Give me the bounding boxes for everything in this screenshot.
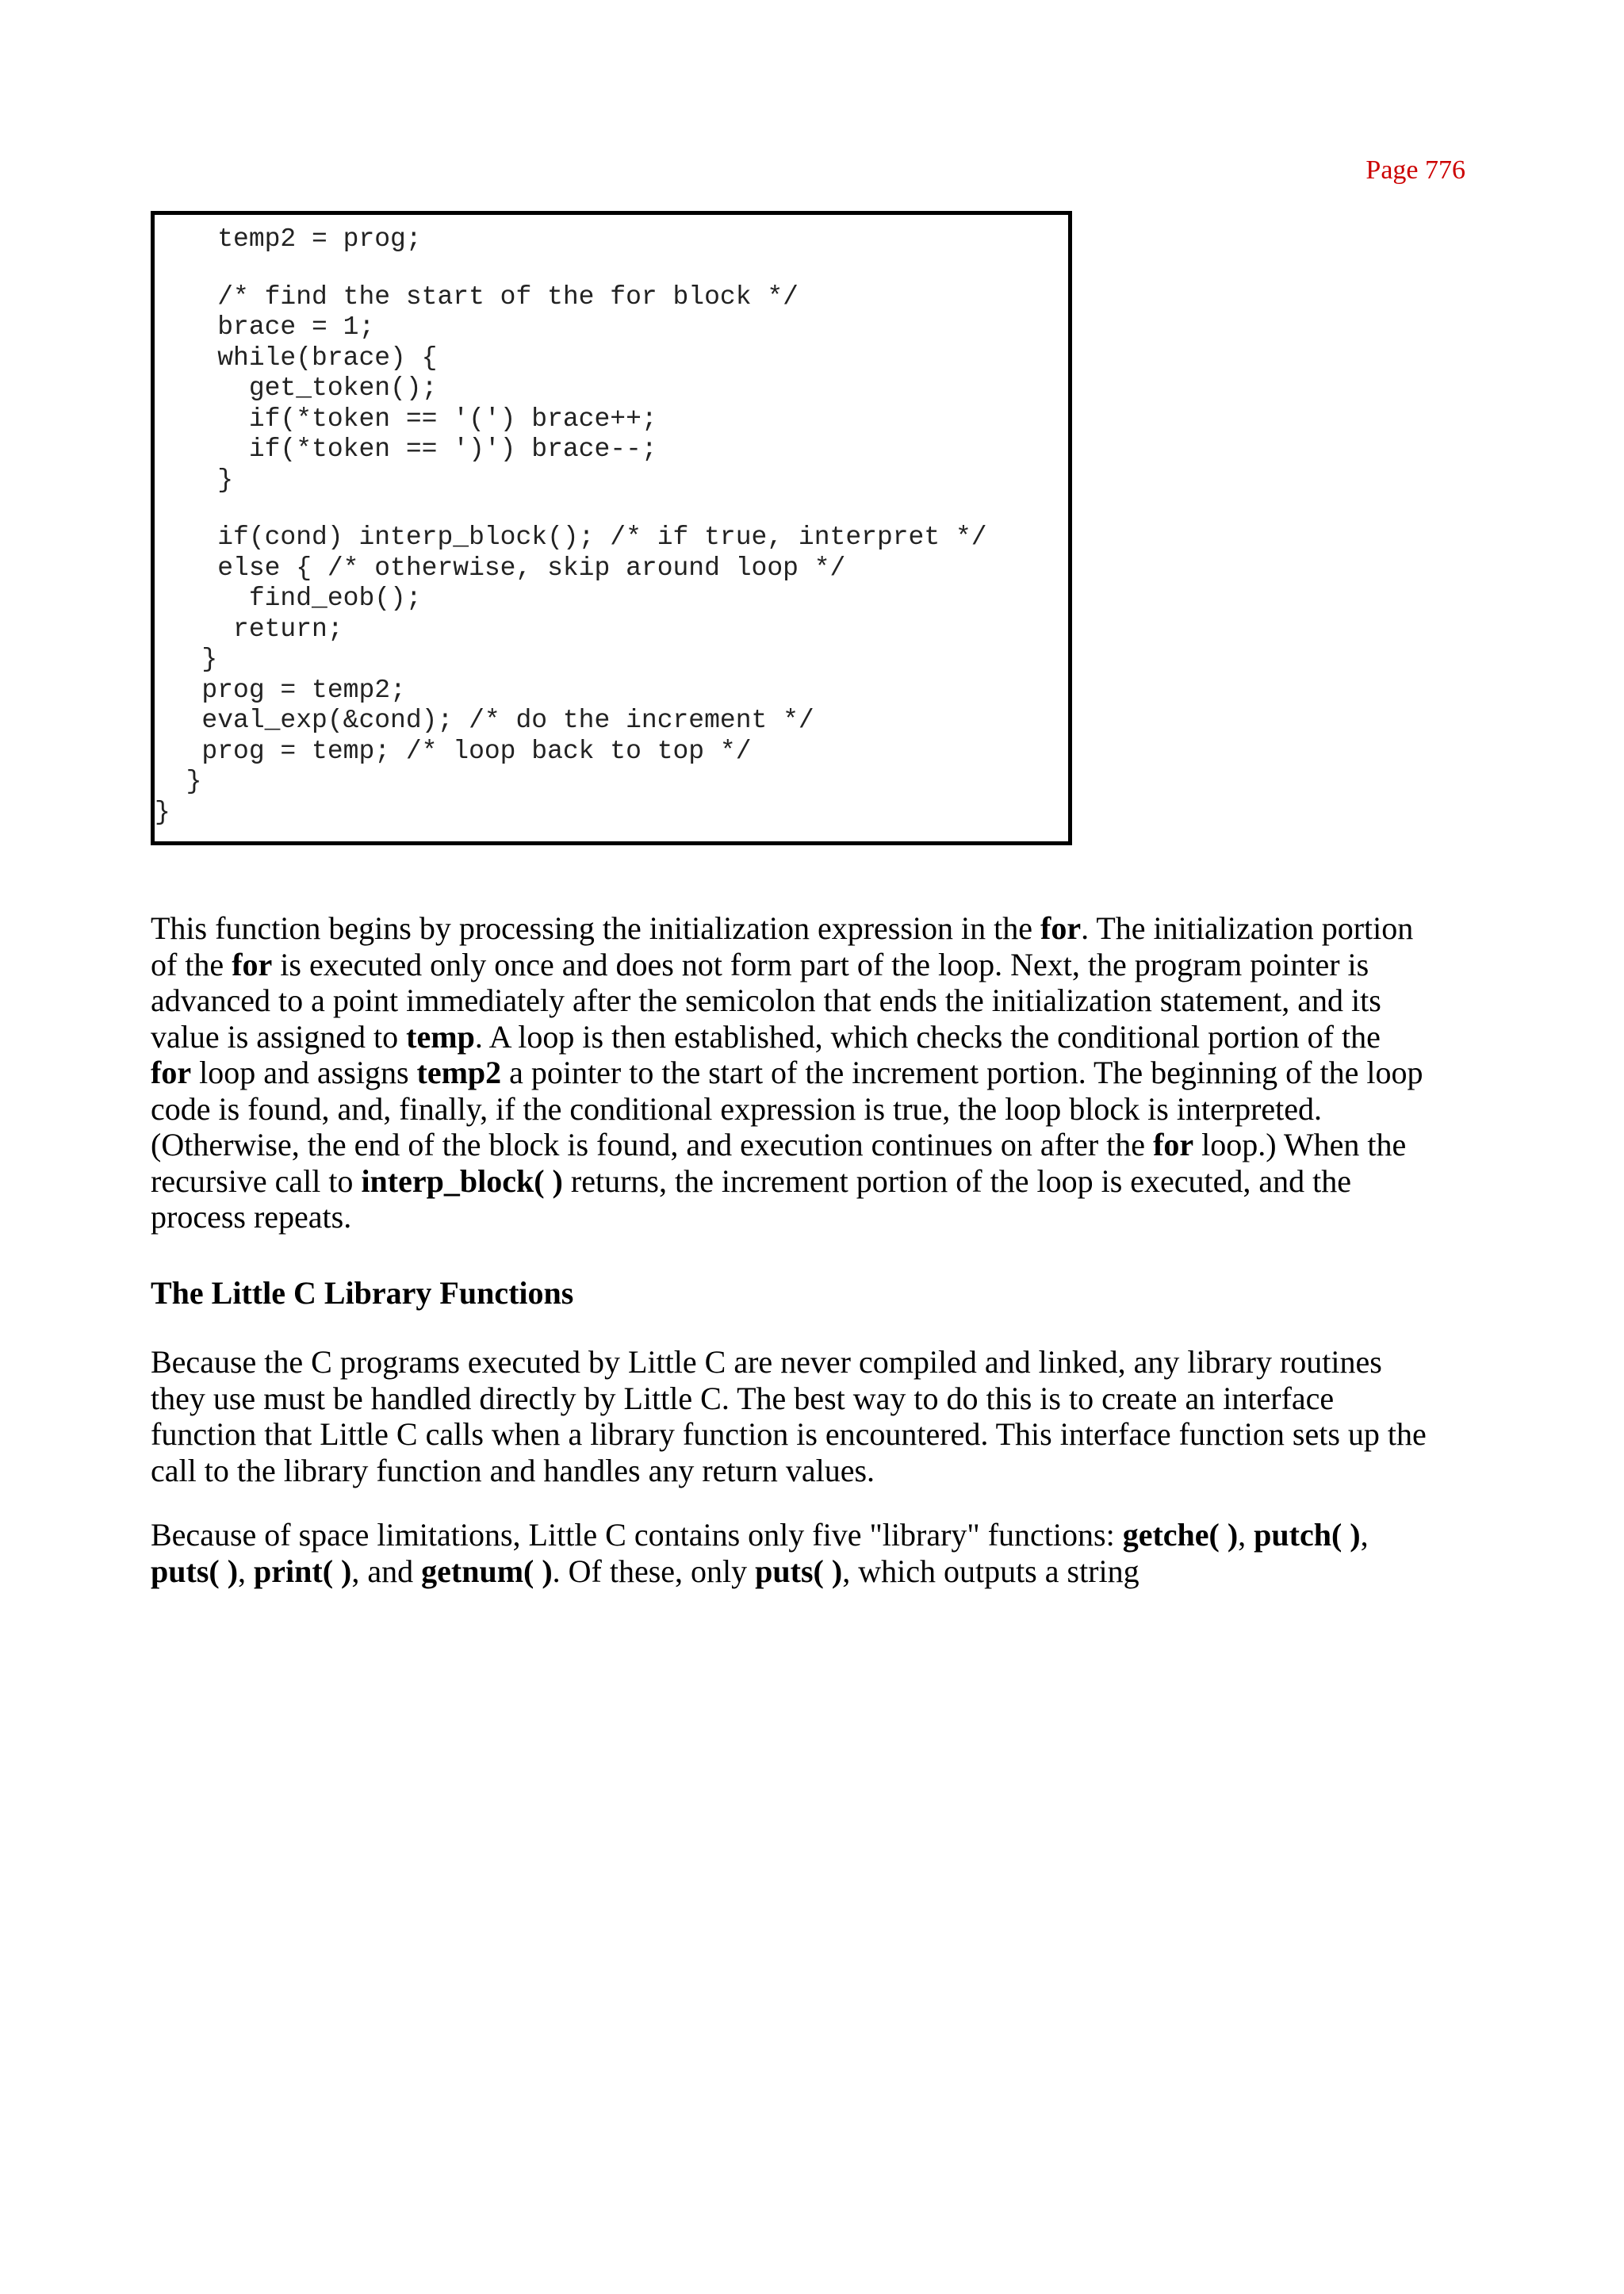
code-line: }	[155, 645, 218, 674]
text-span: advanced to a point immediately after the semicolon that ends the initialization statement, and its	[151, 982, 1381, 1018]
text-span: recursive call to	[151, 1162, 362, 1199]
text-line: function that Little C calls when a library function is encountered. This interface function sets up the	[151, 1416, 1427, 1452]
text-span: Because of space limitations, Little C contains only five "library" functions:	[151, 1517, 1123, 1553]
code-line: find_eob();	[155, 584, 422, 613]
text-line	[151, 1019, 1483, 1055]
code-listing	[151, 211, 1072, 845]
function-name-bold: print( )	[254, 1553, 352, 1589]
code-line: eval_exp(&cond); /* do the increment */	[155, 706, 814, 735]
text-span: a pointer to the start of the increment portion. The beginning of the loop	[501, 1055, 1423, 1090]
code-line: if(*token == '(') brace++;	[155, 404, 657, 434]
text-span: , which outputs a string	[842, 1553, 1139, 1589]
code-line: else { /* otherwise, skip around loop */	[155, 553, 846, 583]
keyword-bold: for	[151, 1055, 192, 1090]
keyword-bold: interp_block( )	[361, 1162, 563, 1199]
text-line	[151, 1127, 1483, 1163]
text-line	[151, 910, 1483, 947]
text-span: ,	[238, 1553, 255, 1589]
text-span: loop and assigns	[191, 1055, 417, 1090]
text-span: of the	[151, 946, 232, 982]
paragraph-library-functions	[151, 1517, 1483, 1589]
keyword-bold: for	[1153, 1127, 1194, 1162]
text-line	[151, 1199, 1483, 1235]
text-span: , and	[351, 1553, 422, 1589]
text-line	[151, 1553, 1483, 1590]
text-line: Because the C programs executed by Little C are never compiled and linked, any library routines	[151, 1344, 1382, 1380]
code-line: }	[155, 465, 234, 495]
code-line: }	[155, 767, 202, 796]
keyword-bold: for	[1040, 910, 1082, 946]
text-line	[151, 947, 1483, 983]
text-span: This function begins by processing the initialization expression in the	[151, 910, 1041, 946]
text-span: ,	[1238, 1517, 1254, 1553]
text-line: call to the library function and handles any return values.	[151, 1452, 875, 1488]
keyword-bold: temp2	[416, 1055, 502, 1090]
code-line: brace = 1;	[155, 312, 375, 342]
code-line: while(brace) {	[155, 343, 438, 373]
function-name-bold: puts( )	[755, 1553, 843, 1589]
code-line-blank	[155, 496, 1068, 523]
code-line: return;	[155, 614, 343, 644]
section-heading: The Little C Library Functions	[151, 1275, 574, 1311]
function-name-bold: putch( )	[1254, 1517, 1361, 1553]
code-line: /* find the start of the for block */	[155, 281, 799, 312]
code-line-blank	[155, 255, 1068, 282]
text-span: process repeats.	[151, 1199, 352, 1235]
code-line: prog = temp2;	[155, 675, 406, 705]
text-line	[151, 1091, 1483, 1128]
function-name-bold: getnum( )	[421, 1553, 553, 1589]
text-span: . A loop is then established, which checks the conditional portion of the	[474, 1018, 1381, 1055]
function-name-bold: getche( )	[1122, 1517, 1239, 1553]
code-line: }	[155, 797, 170, 827]
function-name-bold: puts( )	[151, 1553, 239, 1589]
text-span: is executed only once and does not form part of the loop. Next, the program pointer is	[272, 946, 1369, 982]
keyword-bold: for	[232, 946, 273, 982]
text-span: returns, the increment portion of the loop is executed, and the	[562, 1162, 1352, 1199]
text-line: they use must be handled directly by Little C. The best way to do this is to create an interface	[151, 1380, 1335, 1416]
page-number: Page 776	[1365, 155, 1465, 185]
text-span: (Otherwise, the end of the block is found, and execution continues on after the	[151, 1127, 1154, 1162]
code-line: temp2 = prog;	[155, 224, 422, 254]
text-span: code is found, and, finally, if the conditional expression is true, the loop block is interpreted.	[151, 1090, 1323, 1127]
keyword-bold: temp	[406, 1018, 475, 1055]
text-line	[151, 1163, 1483, 1200]
text-span: . The initialization portion	[1081, 910, 1414, 946]
text-span: value is assigned to	[151, 1018, 407, 1055]
text-line	[151, 1517, 1483, 1553]
text-span: . Of these, only	[552, 1553, 756, 1589]
paragraph-library-intro	[151, 1344, 1483, 1488]
code-line: get_token();	[155, 373, 438, 403]
code-line: if(cond) interp_block(); /* if true, interpret */	[155, 523, 987, 552]
code-line: if(*token == ')') brace--;	[155, 435, 657, 464]
paragraph-for-loop-explanation	[151, 910, 1483, 1235]
text-span: loop.) When the	[1193, 1127, 1407, 1162]
text-line	[151, 982, 1483, 1019]
code-line: prog = temp; /* loop back to top */	[155, 736, 752, 766]
text-span: ,	[1360, 1517, 1369, 1553]
text-line	[151, 1055, 1483, 1091]
